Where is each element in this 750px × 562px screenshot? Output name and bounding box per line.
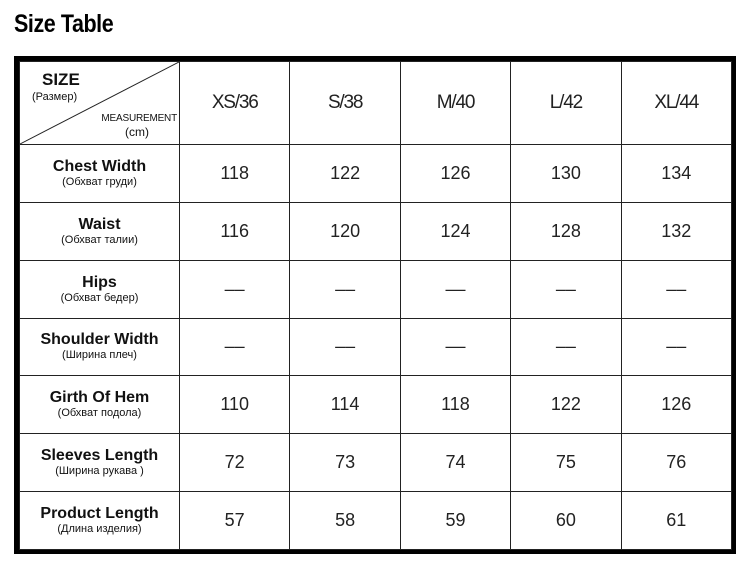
cell-value: –– [445,336,466,357]
size-header-label-ru: (Размер) [32,91,78,103]
table-cell [621,145,731,203]
row-name-ru: (Длина изделия) [57,522,142,535]
cell-value: 110 [220,394,250,415]
table-cell [400,145,510,203]
cell-value: –– [666,336,687,357]
size-column-header [621,62,731,145]
measurement-header-label: MEASUREMENT [101,113,177,124]
size-label: XL/44 [654,92,699,113]
table-cell [290,492,400,550]
row-name-ru: (Обхват груди) [62,175,137,188]
table-row [20,318,732,376]
cell-value: 76 [666,452,687,473]
cell-value: 120 [330,220,361,241]
size-label: L/42 [549,92,582,113]
row-name-ru: (Обхват талии) [61,233,138,246]
cell-value: –– [445,278,466,299]
table-cell [511,434,621,492]
table-cell [511,202,621,260]
cell-value: 72 [224,452,245,473]
row-header [20,260,180,318]
cell-value: 134 [661,162,692,183]
size-header-label: SIZE [42,70,80,89]
cell-value: –– [224,336,245,357]
table-cell [180,318,290,376]
table-cell [180,260,290,318]
row-header [20,376,180,434]
table-cell [400,260,510,318]
table-row [20,145,732,203]
table-row [20,202,732,260]
size-column-header [511,62,621,145]
row-name: Chest Width [52,157,147,175]
cell-value: 114 [330,394,360,415]
table-cell [180,492,290,550]
table-cell [400,318,510,376]
cell-value: 116 [220,220,250,241]
corner-cell [20,62,180,145]
table-cell [400,434,510,492]
cell-value: –– [224,278,245,299]
cell-value: 124 [440,220,471,241]
unit-label: (cm) [125,125,149,139]
size-label: M/40 [436,92,475,113]
table-cell [621,202,731,260]
size-column-header [400,62,510,145]
table-cell [180,202,290,260]
table-cell [511,376,621,434]
table-cell [400,202,510,260]
table-cell [621,434,731,492]
table-cell [400,376,510,434]
row-name: Waist [78,215,121,233]
size-label: S/38 [327,92,363,113]
table-cell [290,318,400,376]
row-name: Hips [82,273,117,291]
cell-value: 122 [550,394,581,415]
cell-value: 75 [555,452,576,473]
table-cell [290,202,400,260]
cell-value: 59 [445,509,466,530]
table-cell [180,145,290,203]
size-column-header [290,62,400,145]
size-table-frame [14,56,736,554]
row-name-ru: (Обхват подола) [57,407,142,420]
table-cell [621,492,731,550]
row-header [20,318,180,376]
size-column-header [180,62,290,145]
size-table [19,61,732,550]
cell-value: 130 [550,162,581,183]
cell-value: –– [666,278,687,299]
cell-value: 118 [220,162,250,183]
size-label: XS/36 [211,92,258,113]
cell-value: 118 [441,394,470,415]
row-name: Shoulder Width [40,331,159,349]
row-name: Sleeves Length [40,447,159,465]
row-name: Girth Of Hem [49,389,150,407]
table-cell [290,376,400,434]
row-name: Product Length [40,504,159,522]
row-header [20,202,180,260]
cell-value: –– [335,336,356,357]
table-cell [180,376,290,434]
table-cell [400,492,510,550]
cell-value: –– [335,278,356,299]
table-cell [290,434,400,492]
cell-value: 60 [555,509,576,530]
row-header [20,145,180,203]
table-cell [290,145,400,203]
table-cell [621,260,731,318]
row-name-ru: (Обхват бедер) [60,291,139,304]
table-row [20,260,732,318]
table-row [20,376,732,434]
cell-value: 58 [335,509,356,530]
table-cell [511,145,621,203]
row-name-ru: (Ширина рукава ) [55,465,144,478]
cell-value: 128 [550,220,581,241]
table-cell [290,260,400,318]
table-row [20,434,732,492]
cell-value: 57 [224,509,245,530]
table-cell [621,318,731,376]
cell-value: –– [555,278,576,299]
cell-value: 74 [445,452,466,473]
cell-value: 132 [661,220,692,241]
table-row [20,492,732,550]
row-name-ru: (Ширина плеч) [62,349,137,362]
cell-value: 126 [440,162,471,183]
cell-value: 73 [335,452,356,473]
table-cell [511,492,621,550]
row-header [20,434,180,492]
cell-value: 122 [330,162,361,183]
page-title: Size Table [14,10,114,38]
table-cell [180,434,290,492]
table-cell [511,318,621,376]
cell-value: 126 [661,394,692,415]
header-row [20,62,732,145]
table-cell [511,260,621,318]
cell-value: 61 [666,509,687,530]
row-header [20,492,180,550]
cell-value: –– [555,336,576,357]
table-cell [621,376,731,434]
